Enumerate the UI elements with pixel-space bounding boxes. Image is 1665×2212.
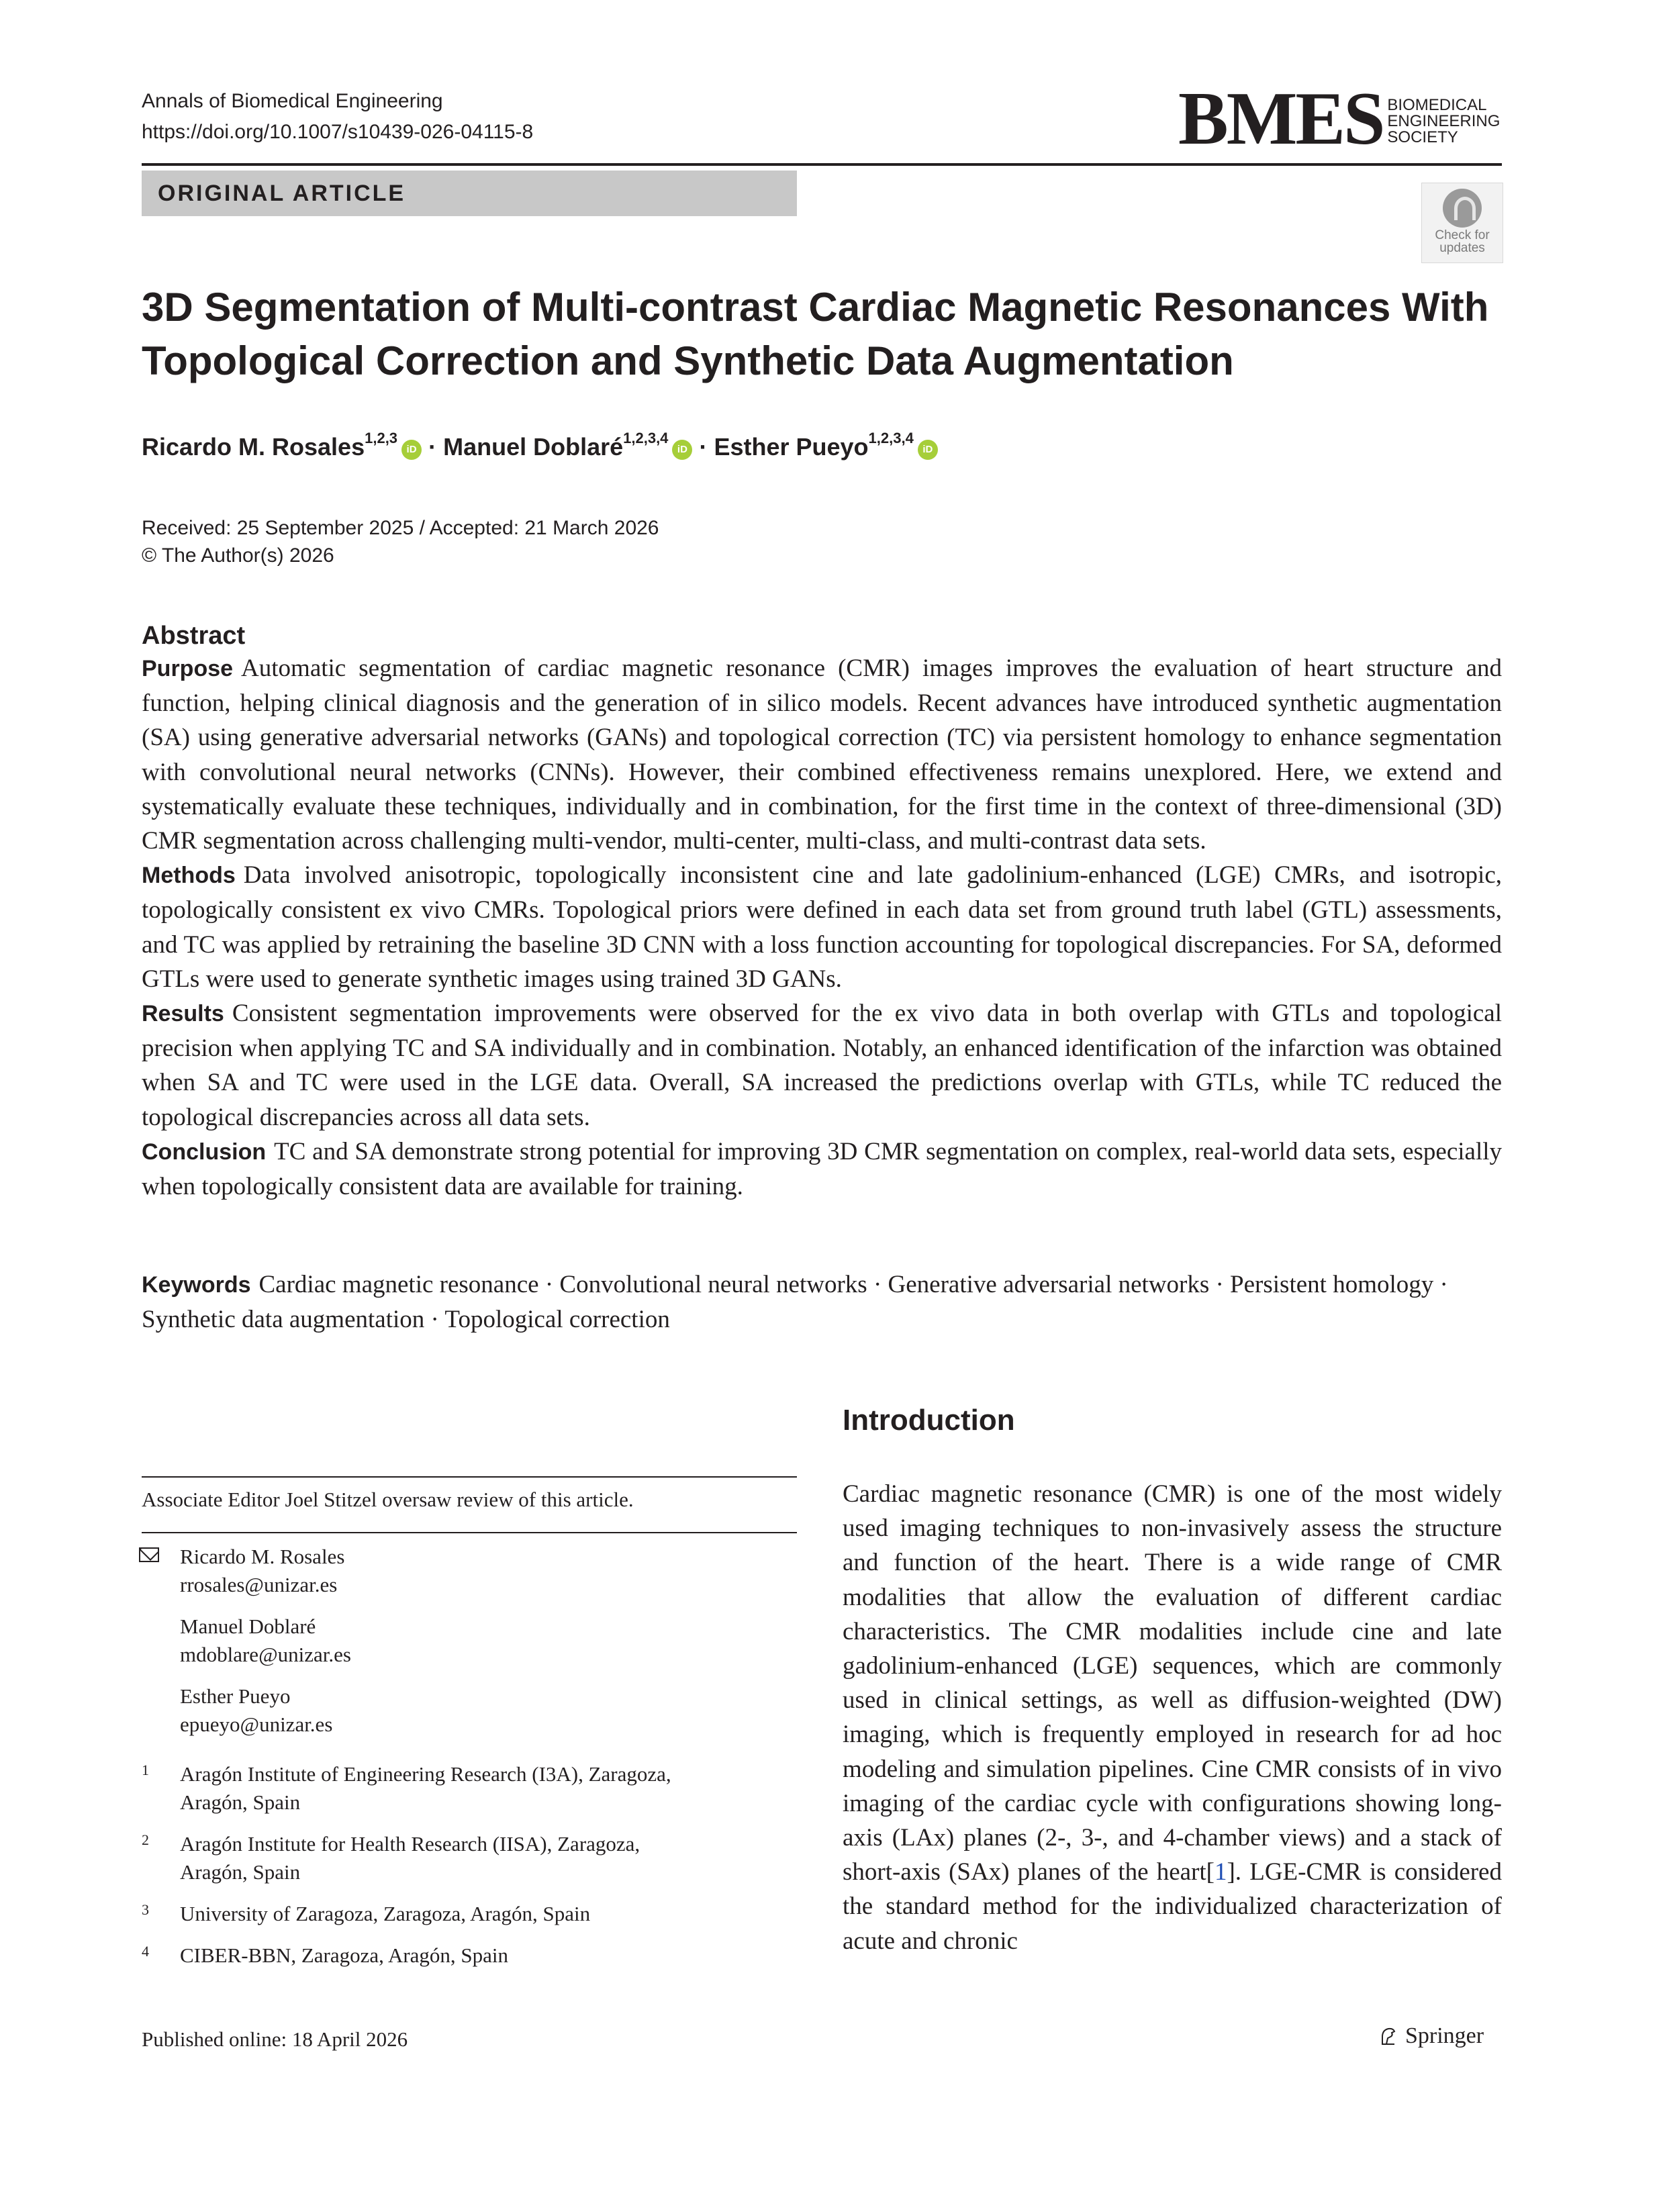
introduction-body	[843, 1477, 1502, 1958]
purpose-label: Purpose	[142, 656, 234, 681]
contact-email[interactable]: mdoblare@unizar.es	[180, 1643, 351, 1666]
received-accepted-dates: Received: 25 September 2025 / Accepted: 21 March 2026	[142, 517, 659, 539]
envelope-icon	[139, 1547, 159, 1562]
published-date: Published online: 18 April 2026	[142, 2027, 408, 2051]
keywords	[142, 1267, 1502, 1337]
article-dates	[142, 514, 659, 569]
springer-wordmark: Springer	[1405, 2023, 1484, 2048]
affiliation-number: 2	[142, 1831, 149, 1848]
intro-text-continued: ]. LGE-CMR is considered the standard method for the individualized characterization of acute and chronic	[843, 1858, 1502, 1955]
title-line-1: 3D Segmentation of Multi-contrast Cardiac Magnetic Resonances With	[142, 285, 1489, 330]
abstract-purpose	[142, 651, 1502, 858]
affiliation-item	[142, 1941, 797, 1970]
springer-logo	[1378, 2023, 1484, 2049]
author-separator: ·	[428, 433, 437, 461]
check-updates-line2: updates	[1439, 241, 1485, 255]
bmes-logo	[1178, 77, 1501, 160]
contact-email[interactable]: rrosales@unizar.es	[180, 1573, 338, 1596]
author-name[interactable]: Esther Pueyo	[714, 433, 869, 461]
title-line-2: Topological Correction and Synthetic Data Augmentation	[142, 338, 1234, 383]
contact-entry	[180, 1543, 351, 1599]
results-text: Consistent segmentation improvements were observed for the ex vivo data in both overlap with GTLs and topological precision when applying TC and SA individually and in combination. Notably, an enhanced identification of the infarction was obtained when SA and TC were used in the LGE data. Overall, SA increased the predictions overlap with GTLs, while TC reduced the topological discrepancies across all data sets.	[142, 1000, 1502, 1131]
affiliation-line: CIBER-BBN, Zaragoza, Aragón, Spain	[180, 1943, 509, 1967]
introduction-heading: Introduction	[843, 1404, 1015, 1437]
affiliation-line: Aragón, Spain	[180, 1790, 301, 1814]
bmes-logo-line1: BIOMEDICAL	[1387, 96, 1487, 114]
footnote-rule	[142, 1532, 797, 1533]
contact-entry	[180, 1613, 351, 1669]
contact-email[interactable]: epueyo@unizar.es	[180, 1713, 333, 1736]
author-name[interactable]: Ricardo M. Rosales	[142, 433, 365, 461]
citation-link[interactable]: 1	[1214, 1858, 1227, 1886]
orcid-icon[interactable]: iD	[918, 440, 938, 460]
abstract-methods	[142, 858, 1502, 996]
affiliation-item	[142, 1830, 797, 1886]
intro-text: Cardiac magnetic resonance (CMR) is one of the most widely used imaging techniques to non-invasively assess the structure and function of the heart. There is a wide range of CMR modalities that allow the evaluation of different cardiac characteristics. The CMR modalities include cine and late gadolinium-enhanced (LGE) sequences, which are commonly used in clinical settings, as well as diffusion-weighted (DW) imaging, which is frequently employed in research for ad hoc modeling and simulation pipelines. Cine CMR consists of in vivo imaging of the cardiac cycle with configurations showing long-axis (LAx) planes (2-, 3-, and 4-chamber views) and a stack of short-axis (SAx) planes of the heart[	[843, 1480, 1502, 1886]
affiliation-item	[142, 1760, 797, 1817]
article-type-banner	[142, 171, 797, 216]
journal-name: Annals of Biomedical Engineering	[142, 90, 443, 112]
affiliation-item	[142, 1900, 797, 1928]
author-separator: ·	[699, 433, 708, 461]
corresponding-contacts	[180, 1543, 351, 1752]
affiliation-number: 4	[142, 1943, 149, 1960]
check-for-updates-button[interactable]	[1421, 183, 1503, 263]
contact-name: Manuel Doblaré	[180, 1615, 316, 1638]
results-label: Results	[142, 1001, 224, 1027]
article-type-label: ORIGINAL ARTICLE	[158, 181, 406, 206]
footnote-rule	[142, 1476, 797, 1478]
springer-horse-icon	[1378, 2026, 1398, 2046]
bmes-logo-words	[1387, 97, 1500, 146]
bmes-logo-line3: SOCIETY	[1387, 128, 1458, 146]
affiliation-number: 3	[142, 1901, 149, 1918]
check-updates-icon	[1443, 189, 1482, 228]
abstract-conclusion	[142, 1135, 1502, 1204]
contact-name: Esther Pueyo	[180, 1684, 291, 1708]
abstract-heading: Abstract	[142, 622, 246, 650]
bmes-logo-line2: ENGINEERING	[1387, 112, 1501, 130]
methods-label: Methods	[142, 863, 236, 889]
keywords-label: Keywords	[142, 1272, 251, 1298]
affiliation-list	[142, 1760, 797, 1983]
contact-name: Ricardo M. Rosales	[180, 1545, 345, 1568]
orcid-icon[interactable]: iD	[401, 440, 422, 460]
conclusion-label: Conclusion	[142, 1139, 267, 1165]
affiliation-line: Aragón Institute of Engineering Research (I3A), Zaragoza,	[180, 1762, 671, 1786]
affiliation-number: 1	[142, 1762, 149, 1778]
abstract-body	[142, 651, 1502, 1204]
associate-editor-note: Associate Editor Joel Stitzel oversaw review of this article.	[142, 1488, 634, 1511]
journal-header	[142, 86, 533, 148]
author-list	[142, 430, 938, 465]
affiliation-line: Aragón Institute for Health Research (IISA), Zaragoza,	[180, 1832, 640, 1856]
conclusion-text: TC and SA demonstrate strong potential for improving 3D CMR segmentation on complex, real-world data sets, especially when topologically consistent data are available for training.	[142, 1137, 1502, 1201]
author-affiliation-marks: 1,2,3	[365, 430, 398, 446]
article-title	[142, 281, 1505, 388]
orcid-icon[interactable]: iD	[672, 440, 692, 460]
affiliation-line: Aragón, Spain	[180, 1860, 301, 1884]
header-rule	[142, 163, 1502, 166]
author-affiliation-marks: 1,2,3,4	[868, 430, 914, 446]
affiliation-line: University of Zaragoza, Zaragoza, Aragón, Spain	[180, 1902, 591, 1925]
bmes-logo-mark: BMES	[1178, 77, 1384, 160]
methods-text: Data involved anisotropic, topologically inconsistent cine and late gadolinium-enhanced (LGE) CMRs, and isotropic, topologically consistent ex vivo CMRs. Topological priors were defined in each data set from ground truth label (GTL) assessments, and TC was applied by retraining the baseline 3D CNN with a loss function accounting for topological discrepancies. For SA, deformed GTLs were used to generate synthetic images using trained 3D GANs.	[142, 861, 1502, 993]
author-affiliation-marks: 1,2,3,4	[623, 430, 669, 446]
doi-link[interactable]: https://doi.org/10.1007/s10439-026-04115-8	[142, 121, 534, 143]
purpose-text: Automatic segmentation of cardiac magnetic resonance (CMR) images improves the evaluation of heart structure and function, helping clinical diagnosis and the generation of in silico models. Recent advances have introduced synthetic augmentation (SA) using generative adversarial networks (GANs) and topological correction (TC) via persistent homology to enhance segmentation with convolutional neural networks (CNNs). However, their combined effectiveness remains unexplored. Here, we extend and systematically evaluate these techniques, individually and in combination, for the first time in the context of three-dimensional (3D) CMR segmentation across challenging multi-vendor, multi-center, multi-class, and multi-contrast data sets.	[142, 655, 1502, 855]
author-name[interactable]: Manuel Doblaré	[443, 433, 624, 461]
check-updates-line1: Check for	[1435, 228, 1490, 242]
copyright-notice: © The Author(s) 2026	[142, 544, 334, 567]
keywords-text: Cardiac magnetic resonance · Convolutional neural networks · Generative adversarial networks · Persistent homology · Synthetic data augmentation · Topological correction	[142, 1271, 1448, 1334]
abstract-results	[142, 996, 1502, 1135]
contact-entry	[180, 1682, 351, 1739]
